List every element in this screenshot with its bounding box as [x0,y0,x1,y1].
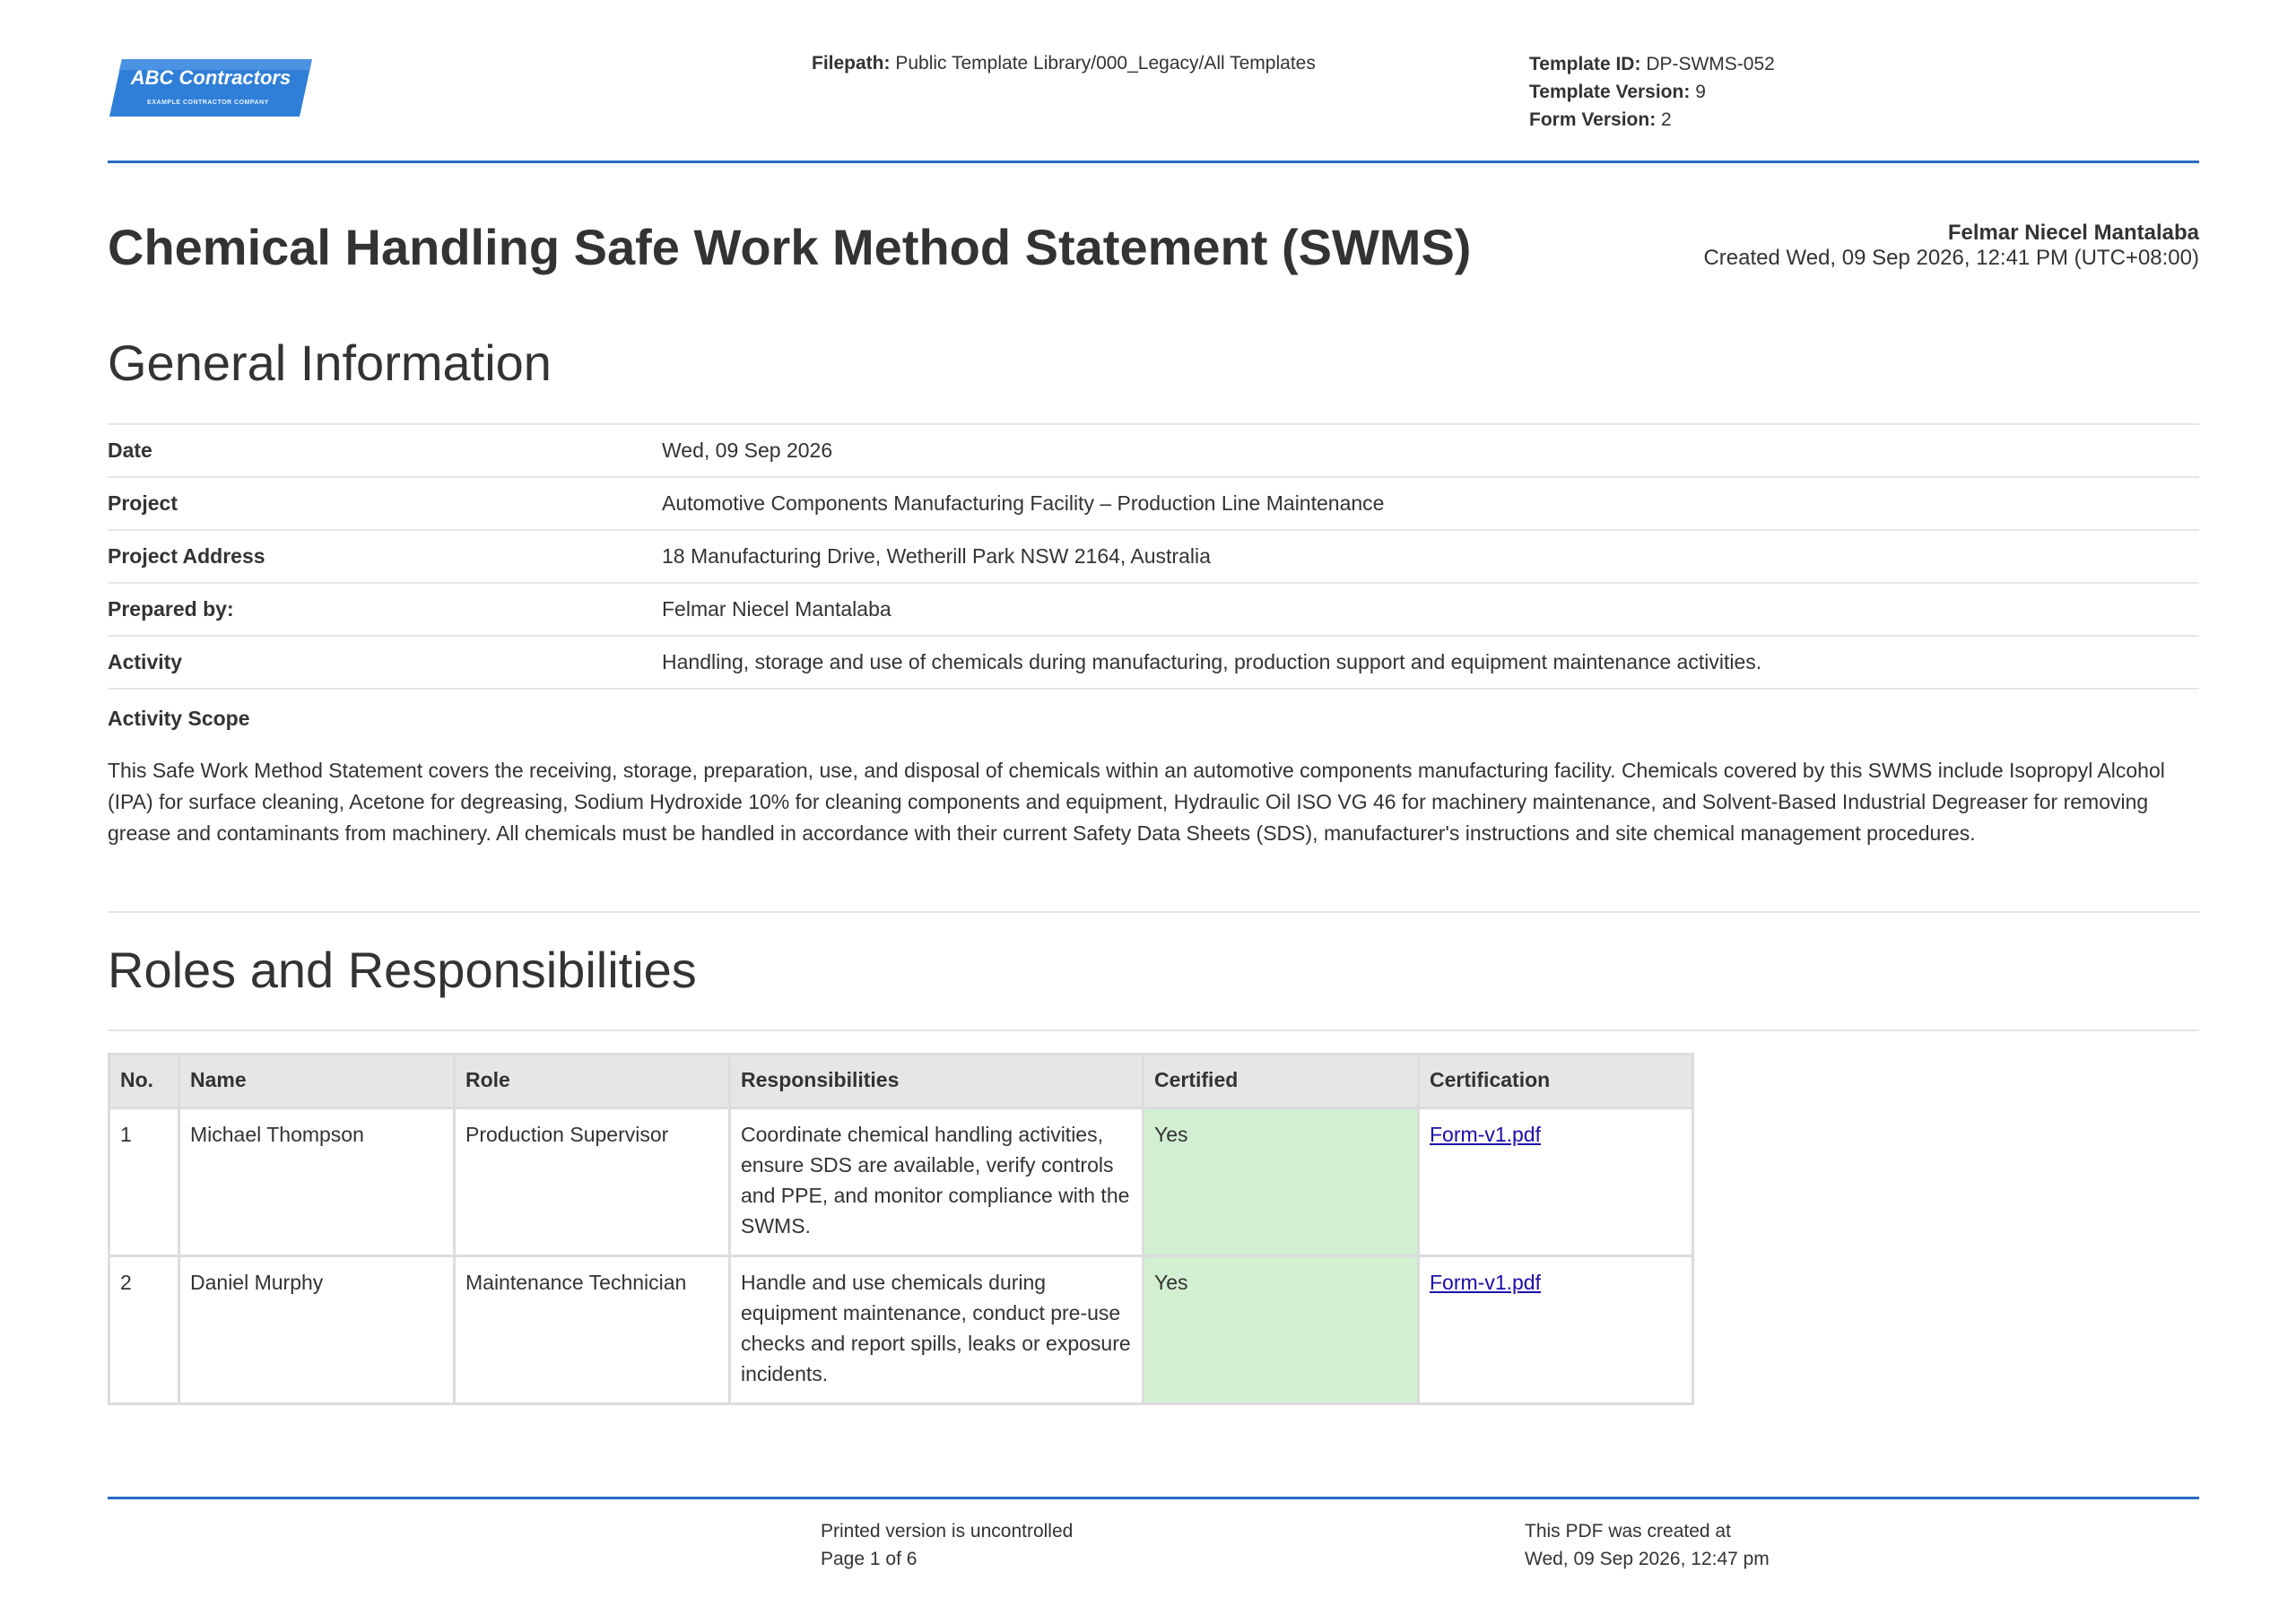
info-row-project [108,478,2199,531]
template-id-label: Template ID: [1529,54,1641,74]
info-row-date [108,425,2199,478]
company-logo [109,59,312,117]
info-row-activity [108,637,2199,690]
footer-pdf-info [1525,1517,1770,1573]
form-version-value: 2 [1661,109,1672,130]
template-version [1529,78,1775,106]
page-number: Page 1 of 6 [821,1549,918,1569]
info-label: Prepared by: [108,597,234,621]
page-footer [108,1497,2199,1569]
column-header-name: Name [179,1055,455,1108]
cell-no: 2 [109,1256,179,1404]
cell-certification [1419,1256,1693,1404]
author-name: Felmar Niecel Mantalaba [1947,221,2199,245]
cell-no: 1 [109,1108,179,1256]
info-value: Automotive Components Manufacturing Facility – Production Line Maintenance [662,491,1385,515]
info-value: Handling, storage and use of chemicals during manufacturing, production support and equipment maintenance activities. [662,650,1762,673]
certification-link[interactable]: Form-v1.pdf [1430,1271,1541,1294]
info-row-prepared-by [108,584,2199,637]
template-version-value: 9 [1695,82,1706,102]
template-id-value: DP-SWMS-052 [1646,54,1775,74]
info-row-project-address [108,531,2199,584]
column-header-certification: Certification [1419,1055,1693,1108]
table-row [109,1256,1693,1404]
page-title: Chemical Handling Safe Work Method Statement (SWMS) [108,219,1472,275]
pdf-created-label: This PDF was created at [1525,1521,1731,1541]
cell-certified: Yes [1144,1256,1419,1404]
info-label: Project [108,491,178,515]
info-value: Wed, 09 Sep 2026 [662,439,833,462]
cell-role: Maintenance Technician [455,1256,730,1404]
activity-scope-label: Activity Scope [108,707,250,730]
pdf-created-value: Wed, 09 Sep 2026, 12:47 pm [1525,1549,1770,1569]
cell-certification [1419,1108,1693,1256]
created-timestamp: Created Wed, 09 Sep 2026, 12:41 PM (UTC+08:00) [1703,246,2199,270]
created-info [1703,221,2199,271]
activity-scope-text: This Safe Work Method Statement covers the receiving, storage, preparation, use, and disposal of chemicals within an automotive components manufacturing facility. Chemicals covered by this SWMS include Isopropyl Alcohol (IPA) for surface cleaning, Acetone for degreasing, Sodium Hydroxide 10% for cleaning components and equipment, Hydraulic Oil ISO VG 46 for machinery maintenance, and Solvent-Based Industrial Degreaser for removing grease and contaminants from machinery. All chemicals must be handled in accordance with their current Safety Data Sheets (SDS), manufacturer's instructions and site chemical management procedures. [108,759,2165,845]
document-page [108,0,2199,1624]
filepath-value: Public Template Library/000_Legacy/All Templates [895,53,1316,74]
roles-heading: Roles and Responsibilities [108,942,697,998]
form-version [1529,106,1775,134]
general-info-heading: General Information [108,334,552,391]
cell-role: Production Supervisor [455,1108,730,1256]
cell-name: Michael Thompson [179,1108,455,1256]
general-info-table [108,423,2199,690]
uncontrolled-notice: Printed version is uncontrolled [821,1521,1074,1541]
info-label: Project Address [108,544,265,568]
column-header-role: Role [455,1055,730,1108]
logo-tagline: EXAMPLE CONTRACTOR COMPANY [147,100,269,106]
column-header-no: No. [109,1055,179,1108]
certification-link[interactable]: Form-v1.pdf [1430,1123,1541,1146]
info-value: 18 Manufacturing Drive, Wetherill Park NSW 2164, Australia [662,544,1211,568]
filepath-label: Filepath: [812,53,891,74]
info-label: Date [108,439,152,462]
cell-name: Daniel Murphy [179,1256,455,1404]
column-header-certified: Certified [1144,1055,1419,1108]
roles-table [108,1053,1694,1405]
template-version-label: Template Version: [1529,82,1691,102]
template-id [1529,50,1775,78]
logo-name: ABC Contractors [130,66,291,89]
page-header [108,0,2199,163]
column-header-responsibilities: Responsibilities [730,1055,1144,1108]
cell-responsibilities: Coordinate chemical handling activities, ensure SDS are available, verify controls and PPE, and monitor compliance with the SWMS. [730,1108,1144,1256]
form-version-label: Form Version: [1529,109,1657,130]
info-label: Activity [108,650,183,673]
info-value: Felmar Niecel Mantalaba [662,597,891,621]
filepath [812,50,1316,77]
footer-print-info [821,1517,1073,1573]
table-row [109,1108,1693,1256]
template-meta [1529,50,1775,134]
table-header-row [109,1055,1693,1108]
section-divider [108,1029,2199,1031]
cell-responsibilities: Handle and use chemicals during equipment maintenance, conduct pre-use checks and report spills, leaks or exposure incidents. [730,1256,1144,1404]
section-divider [108,911,2199,913]
cell-certified: Yes [1144,1108,1419,1256]
